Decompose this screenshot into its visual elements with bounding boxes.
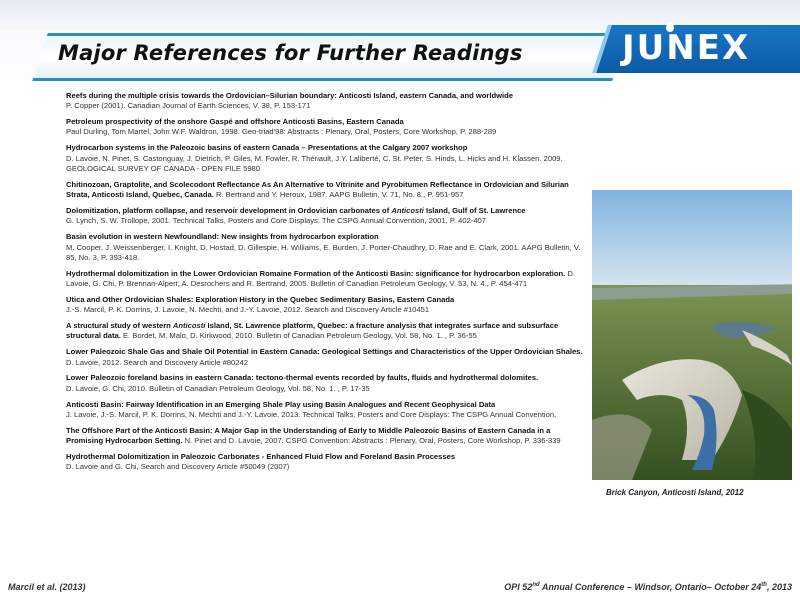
reference-title: Hydrocarbon systems in the Paleozoic basins of eastern Canada – Presentations at the Calgary 2007 workshop [66,143,468,153]
reference-citation: D. Lavoie, N. Pinet, S. Castonguay, J. Dietrich, P. Giles, M. Fowler, R. Thériault, J.Y. Laliberté, C. St. Peter, S. Hinds, L. Hicks and H. Klassen. 2009. GEOLOGICAL SURVEY OF CANADA - OPEN FILE 5980 [66,153,563,173]
reference-title: Utica and Other Ordovician Shales: Exploration History in the Quebec Sedimentary Basins, Eastern Canada [66,294,455,304]
reference-item [66,180,586,201]
slide-title: Major References for Further Readings [58,41,523,65]
reference-item [66,452,586,473]
photo-caption: Brick Canyon, Anticosti Island, 2012 [606,488,744,497]
reference-list [66,91,586,478]
reference-citation: P. Copper (2001). Canadian Journal of Earth Sciences, V. 38, P. 153-171 [66,101,311,111]
reference-citation: N. Pinet and D. Lavoie, 2007. CSPG Convention: Abstracts : Plenary, Oral, Posters, Core Workshop, P. 336-339 [184,436,561,446]
canyon-photo [592,190,792,480]
footer-conference [504,582,792,592]
reference-citation: J. Lavoie, J.-S. Marcil, P. K. Dorrins, N. Mechti and J.-Y. Lavoie, 2013. Technical Talks, Posters and Core Displays: The CSPG Annual Convention, [66,409,557,419]
reference-citation: G. Lynch, S. W. Trollope, 2001. Technical Talks, Posters and Core Displays: The CSPG Annual Convention, 2001, P. 402-407 [66,216,487,226]
reference-citation: R. Bertrand and Y. Heroux, 1987. AAPG Bulletin, V. 71, No. 8., P. 951-957 [215,190,464,200]
reference-item [66,269,586,290]
reference-item [66,143,586,174]
canyon-landscape-image [592,190,792,480]
reference-title: Dolomitization, platform collapse, and reservoir development in Ordovician carbonates of [66,206,392,216]
reference-item [66,321,586,342]
reference-item [66,347,586,368]
reference-item [66,426,586,447]
footer-conference-part: , 2013 [766,582,792,592]
reference-title: Lower Paleozoic Shale Gas and Shale Oil Potential in Eastern Canada: Geological Settings and Characteristics of the Upper Ordovician Shales. [66,347,583,357]
reference-title-italic: Anticosti [391,206,424,216]
reference-title: Anticosti Basin: Fairway Identification in an Emerging Shale Play using Basin Analogues and Recent Geophysical Data [66,399,496,409]
reference-item [66,400,586,421]
reference-citation: M. Cooper, J. Weissenberger, I. Knight, D. Hostad, D. Gillespie, H. Williams, E. Burden, J. Porter-Chaudhry, D. Rae and E. Clark, 2001. AAPG Bulletin, V. 85, No. 3, P. 393-418. [66,242,581,262]
reference-title-end: Island, Gulf of St. Lawrence [423,206,526,216]
reference-item [66,206,586,227]
reference-title: Basin evolution in western Newfoundland: New insights from hydrocarbon exploration [66,232,379,242]
reference-citation: D. Lavoie, 2012. Search and Discovery Article #80242 [66,357,248,367]
reference-item [66,295,586,316]
reference-item [66,91,586,112]
reference-item [66,232,586,263]
footer-author: Marcil et al. (2013) [8,582,86,592]
reference-title: Hydrothermal Dolomitization in Paleozoic Carbonates - Enhanced Fluid Flow and Foreland Basin Processes [66,452,456,462]
reference-title: Lower Paleozoic foreland basins in eastern Canada: tectono-thermal events recorded by faults, fluids and hydrothermal dolomites. [66,373,539,383]
reference-citation: Paul Durling, Tom Martel, John W.F. Waldron, 1998. Geo-triad'98: Abstracts : Plenary, Oral, Posters, Core Workshop, P. 288-289 [66,127,497,137]
reference-title: The Offshore Part of the Anticosti Basin: A Major Gap in the Understanding of Early to Middle Paleozoic Basins of Eastern Canada in a Promising Hydrocarbon Setting. [66,425,551,446]
reference-title-end: Island, St. Lawrence platform, Quebec: a fracture analysis that integrates surface and subsurface structural data. [66,321,559,341]
reference-citation: D. Lavoie and G. Chi, Search and Discovery Article #50049 (2007) [66,462,290,472]
footer-superscript: th [761,582,767,588]
reference-citation: D. Lavoie, G. Chi, P. Brennan-Alpert, A. Desrochers and R. Bertrand, 2005. Bulletin of Canadian Petroleum Geology, V. 53, N. 4., P. 454-471 [66,268,575,289]
reference-title: Chitinozoan, Graptolite, and Scolecodont Reflectance As An Alternative to Vitrinite and Pyrobitumen Reflectance in Ordovician and Silurian Strata, Anticosti Island, Quebec, Canada. [66,179,569,200]
reference-item [66,373,586,394]
footer-conference-part: Annual Conference – Windsor, Ontario– October 24 [539,582,762,592]
reference-title: A structural study of western [66,321,173,331]
junex-logo: JUNEX [622,28,751,68]
reference-title: Hydrothermal dolomitization in the Lower Ordovician Romaine Formation of the Anticosti Basin: significance for hydrocarbon exploration. [66,268,566,278]
footer-conference-part: OPI 52 [504,582,533,592]
reference-item [66,117,586,138]
reference-citation: J.-S. Marcil, P. K. Dorrins, J. Lavoie, N. Mechti, and J.-Y. Lavoie, 2012. Search and Discovery Article #10451 [66,305,430,315]
reference-title-italic: Anticosti [172,321,206,331]
reference-title: Reefs during the multiple crisis towards the Ordovician–Silurian boundary: Anticosti Island, eastern Canada, and worldwide [66,91,513,100]
reference-title: Petroleum prospectivity of the onshore Gaspé and offshore Anticosti Basins, Eastern Canada [66,117,404,127]
reference-citation: D. Lavoie, G. Chi, 2010. Bulletin of Canadian Petroleum Geology, Vol. 58, No. 1. , P. 17-35 [66,383,370,393]
footer-superscript: nd [532,582,540,588]
reference-citation: E. Bordet, M. Malo, D. Kirkwood, 2010. Bulletin of Canadian Petroleum Geology, Vol. 58, No. 1. , P. 36-55 [122,331,477,341]
